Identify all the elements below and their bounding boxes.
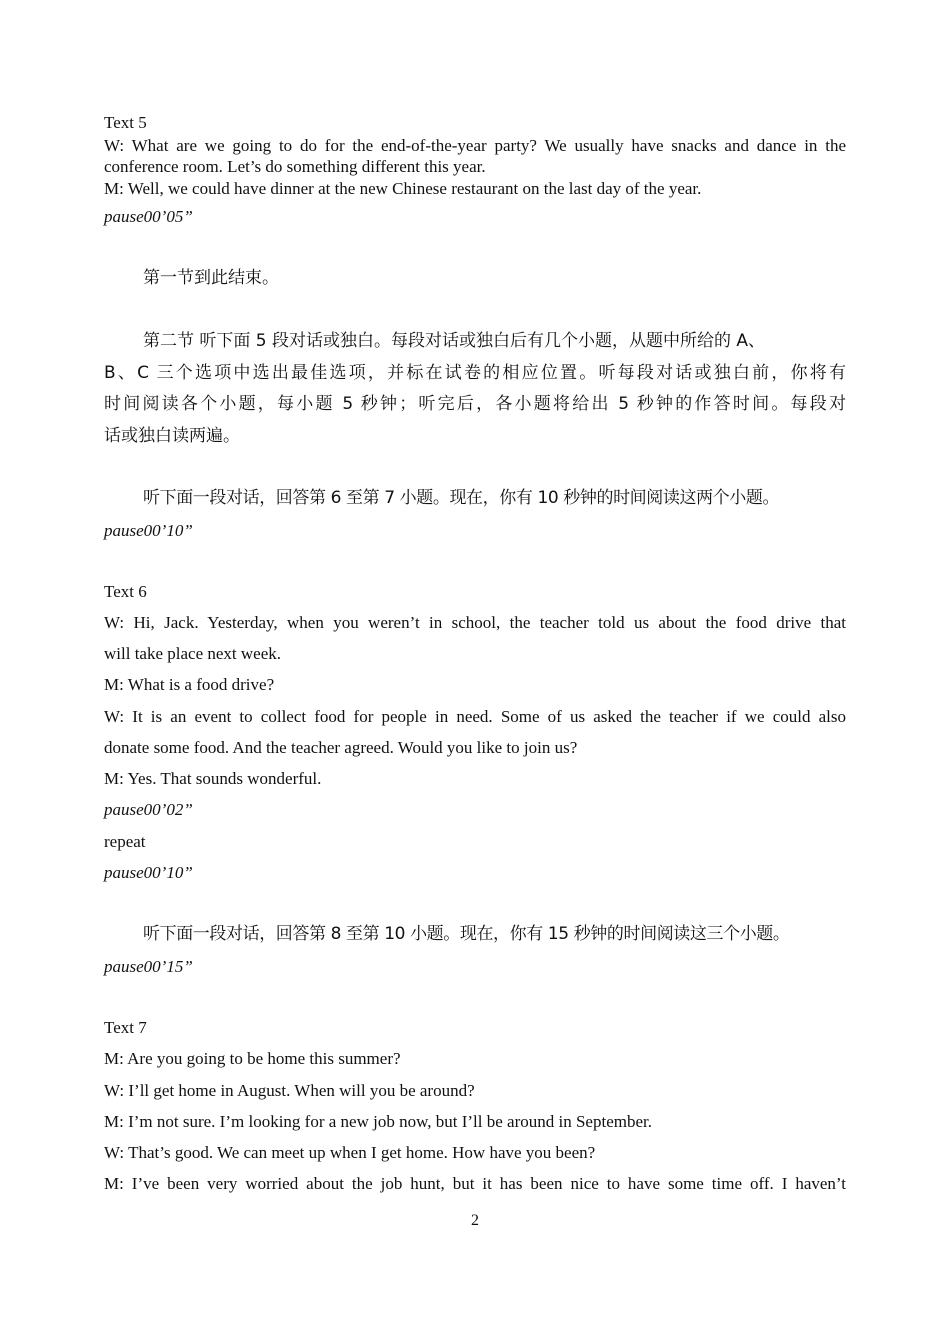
- text6-line: M: What is a food drive?: [104, 675, 275, 694]
- text5-title: Text 5: [104, 113, 147, 132]
- section2-intro-line: 第二节 听下面 5 段对话或独白。每段对话或独白后有几个小题，从题中所给的 A、: [143, 331, 766, 351]
- section2-intro-line: 时间阅读各个小题，每小题 5 秒钟；听完后，各小题将给出 5 秒钟的作答时间。每段对: [104, 394, 846, 414]
- text7-line: M: I’m not sure. I’m looking for a new job now, but I’ll be around in September.: [104, 1112, 652, 1131]
- text6-title: Text 6: [104, 582, 147, 601]
- instruction-6-7: 听下面一段对话，回答第 6 至第 7 小题。现在，你有 10 秒钟的时间阅读这两个小题。: [143, 488, 780, 508]
- pause-marker: pause00’05”: [104, 207, 193, 226]
- pause-marker: pause00’10”: [104, 521, 193, 540]
- text6-line: M: Yes. That sounds wonderful.: [104, 769, 322, 788]
- section2-intro-line: 话或独白读两遍。: [104, 426, 240, 446]
- text7-line: W: That’s good. We can meet up when I get home. How have you been?: [104, 1143, 596, 1162]
- page-number: 2: [471, 1212, 479, 1229]
- text6-line: W: It is an event to collect food for people in need. Some of us asked the teacher if we could also: [104, 707, 846, 726]
- text5-line: M: Well, we could have dinner at the new Chinese restaurant on the last day of the year.: [104, 179, 702, 198]
- repeat-marker: repeat: [104, 832, 146, 851]
- instruction-8-10: 听下面一段对话，回答第 8 至第 10 小题。现在，你有 15 秒钟的时间阅读这三个小题。: [143, 924, 790, 944]
- section2-intro-line: B、C 三个选项中选出最佳选项，并标在试卷的相应位置。听每段对话或独白前，你将有: [104, 363, 846, 383]
- text7-line: M: I’ve been very worried about the job hunt, but it has been nice to have some time off. I haven’t: [104, 1174, 846, 1193]
- text6-line: donate some food. And the teacher agreed. Would you like to join us?: [104, 738, 578, 757]
- text5-line: W: What are we going to do for the end-of-the-year party? We usually have snacks and dance in the: [104, 136, 846, 155]
- section1-end-note: 第一节到此结束。: [143, 268, 279, 288]
- text7-line: M: Are you going to be home this summer?: [104, 1049, 401, 1068]
- pause-marker: pause00’15”: [104, 957, 193, 976]
- text7-title: Text 7: [104, 1018, 147, 1037]
- text5-line: conference room. Let’s do something different this year.: [104, 157, 486, 176]
- pause-marker: pause00’02”: [104, 800, 193, 819]
- pause-marker: pause00’10”: [104, 863, 193, 882]
- text6-line: will take place next week.: [104, 644, 282, 663]
- text6-line: W: Hi, Jack. Yesterday, when you weren’t in school, the teacher told us about the food drive that: [104, 613, 846, 632]
- text7-line: W: I’ll get home in August. When will you be around?: [104, 1081, 475, 1100]
